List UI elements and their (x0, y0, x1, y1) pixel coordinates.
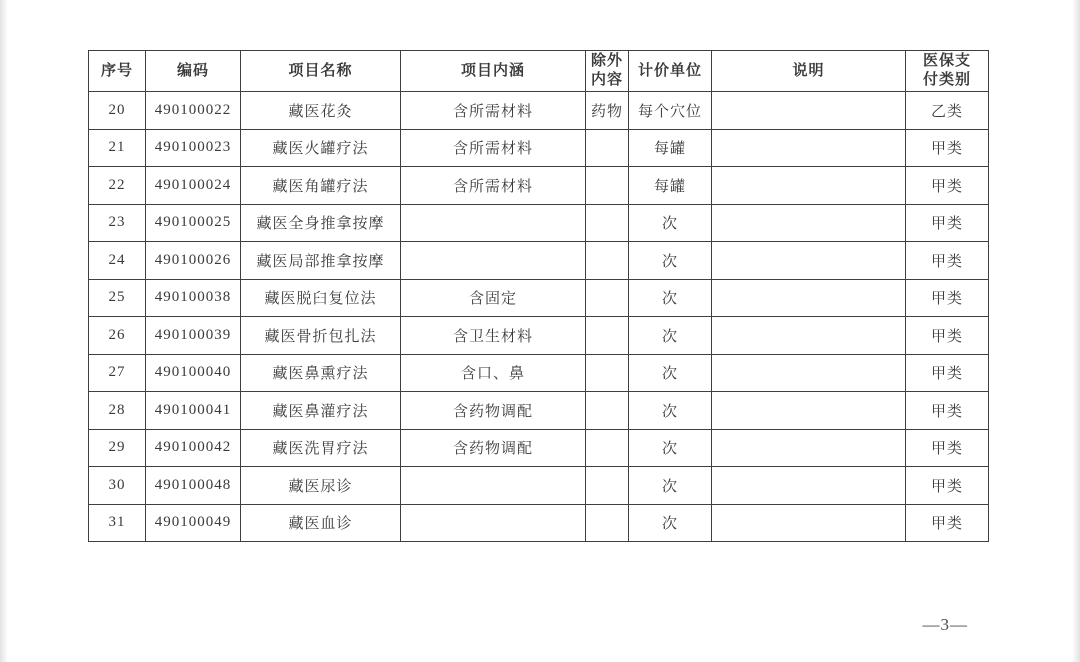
cell-code: 490100023 (146, 129, 241, 167)
cell-index: 25 (89, 279, 146, 317)
cell-code: 490100041 (146, 392, 241, 430)
cell-unit: 次 (629, 504, 712, 542)
cell-item-name: 藏医花灸 (241, 92, 401, 130)
cell-note (712, 354, 906, 392)
cell-item-name: 藏医全身推拿按摩 (241, 204, 401, 242)
cell-item-content: 含所需材料 (401, 129, 586, 167)
table-row (89, 354, 989, 392)
table-row (89, 429, 989, 467)
cell-item-content (401, 504, 586, 542)
cell-excluded (586, 354, 629, 392)
cell-pay-category: 甲类 (906, 317, 989, 355)
cell-index: 31 (89, 504, 146, 542)
page-number: —3— (922, 615, 968, 634)
cell-code: 490100048 (146, 467, 241, 505)
table-row (89, 279, 989, 317)
cell-index: 27 (89, 354, 146, 392)
cell-index: 23 (89, 204, 146, 242)
cell-index: 24 (89, 242, 146, 280)
col-header-note: 说明 (712, 51, 906, 92)
table-body (89, 92, 989, 542)
table-row (89, 129, 989, 167)
cell-note (712, 167, 906, 205)
cell-pay-category: 甲类 (906, 279, 989, 317)
table-row (89, 392, 989, 430)
cell-note (712, 204, 906, 242)
cell-excluded (586, 392, 629, 430)
cell-unit: 每罐 (629, 167, 712, 205)
cell-excluded (586, 429, 629, 467)
cell-code: 490100040 (146, 354, 241, 392)
cell-item-content: 含药物调配 (401, 392, 586, 430)
page-right-edge (1072, 0, 1080, 662)
cell-pay-category: 甲类 (906, 392, 989, 430)
cell-pay-category: 甲类 (906, 242, 989, 280)
cell-unit: 次 (629, 204, 712, 242)
cell-code: 490100024 (146, 167, 241, 205)
cell-excluded: 药物 (586, 92, 629, 130)
cell-item-content: 含固定 (401, 279, 586, 317)
cell-unit: 次 (629, 429, 712, 467)
col-header-item-name: 项目名称 (241, 51, 401, 92)
cell-index: 26 (89, 317, 146, 355)
col-header-index: 序号 (89, 51, 146, 92)
table-row (89, 317, 989, 355)
cell-item-name: 藏医鼻灌疗法 (241, 392, 401, 430)
col-header-pay-category (906, 51, 989, 92)
cell-item-content (401, 467, 586, 505)
cell-code: 490100038 (146, 279, 241, 317)
cell-pay-category: 甲类 (906, 354, 989, 392)
table-row (89, 204, 989, 242)
cell-excluded (586, 279, 629, 317)
cell-index: 22 (89, 167, 146, 205)
cell-index: 20 (89, 92, 146, 130)
cell-code: 490100025 (146, 204, 241, 242)
cell-code: 490100026 (146, 242, 241, 280)
cell-item-name: 藏医尿诊 (241, 467, 401, 505)
col-header-excluded (586, 51, 629, 92)
col-header-item-content: 项目内涵 (401, 51, 586, 92)
cell-item-content (401, 204, 586, 242)
cell-index: 21 (89, 129, 146, 167)
cell-unit: 次 (629, 467, 712, 505)
medical-items-table (88, 50, 989, 542)
cell-excluded (586, 167, 629, 205)
cell-note (712, 317, 906, 355)
table-row (89, 467, 989, 505)
cell-item-name: 藏医角罐疗法 (241, 167, 401, 205)
cell-index: 28 (89, 392, 146, 430)
cell-unit: 次 (629, 279, 712, 317)
table-row (89, 242, 989, 280)
cell-note (712, 279, 906, 317)
cell-unit: 次 (629, 354, 712, 392)
cell-excluded (586, 504, 629, 542)
cell-pay-category: 甲类 (906, 204, 989, 242)
cell-unit: 每个穴位 (629, 92, 712, 130)
table-header-row (89, 51, 989, 92)
cell-excluded (586, 242, 629, 280)
cell-excluded (586, 467, 629, 505)
cell-pay-category: 甲类 (906, 504, 989, 542)
cell-unit: 次 (629, 317, 712, 355)
cell-item-name: 藏医火罐疗法 (241, 129, 401, 167)
cell-item-name: 藏医鼻熏疗法 (241, 354, 401, 392)
cell-unit: 每罐 (629, 129, 712, 167)
cell-item-content: 含所需材料 (401, 167, 586, 205)
cell-excluded (586, 129, 629, 167)
cell-item-name: 藏医骨折包扎法 (241, 317, 401, 355)
cell-pay-category: 甲类 (906, 467, 989, 505)
cell-excluded (586, 204, 629, 242)
cell-unit: 次 (629, 392, 712, 430)
cell-pay-category: 甲类 (906, 129, 989, 167)
table-row (89, 167, 989, 205)
col-header-unit: 计价单位 (629, 51, 712, 92)
cell-note (712, 504, 906, 542)
cell-note (712, 392, 906, 430)
page-left-edge (0, 0, 8, 662)
cell-item-name: 藏医脱臼复位法 (241, 279, 401, 317)
cell-item-name: 藏医血诊 (241, 504, 401, 542)
cell-code: 490100039 (146, 317, 241, 355)
cell-pay-category: 乙类 (906, 92, 989, 130)
cell-note (712, 92, 906, 130)
cell-unit: 次 (629, 242, 712, 280)
cell-pay-category: 甲类 (906, 167, 989, 205)
cell-note (712, 129, 906, 167)
cell-item-content: 含卫生材料 (401, 317, 586, 355)
cell-item-content: 含所需材料 (401, 92, 586, 130)
cell-item-content: 含口、鼻 (401, 354, 586, 392)
cell-item-content (401, 242, 586, 280)
cell-item-content: 含药物调配 (401, 429, 586, 467)
table-row (89, 92, 989, 130)
cell-excluded (586, 317, 629, 355)
cell-code: 490100022 (146, 92, 241, 130)
cell-note (712, 467, 906, 505)
cell-note (712, 429, 906, 467)
col-header-code: 编码 (146, 51, 241, 92)
cell-code: 490100042 (146, 429, 241, 467)
cell-index: 29 (89, 429, 146, 467)
cell-note (712, 242, 906, 280)
col-header-excluded-label: 除外内容 (590, 53, 623, 88)
cell-pay-category: 甲类 (906, 429, 989, 467)
col-header-pay-category-label: 医保支付类别 (922, 53, 971, 88)
cell-item-name: 藏医局部推拿按摩 (241, 242, 401, 280)
cell-code: 490100049 (146, 504, 241, 542)
cell-item-name: 藏医洗胃疗法 (241, 429, 401, 467)
table-row (89, 504, 989, 542)
cell-index: 30 (89, 467, 146, 505)
